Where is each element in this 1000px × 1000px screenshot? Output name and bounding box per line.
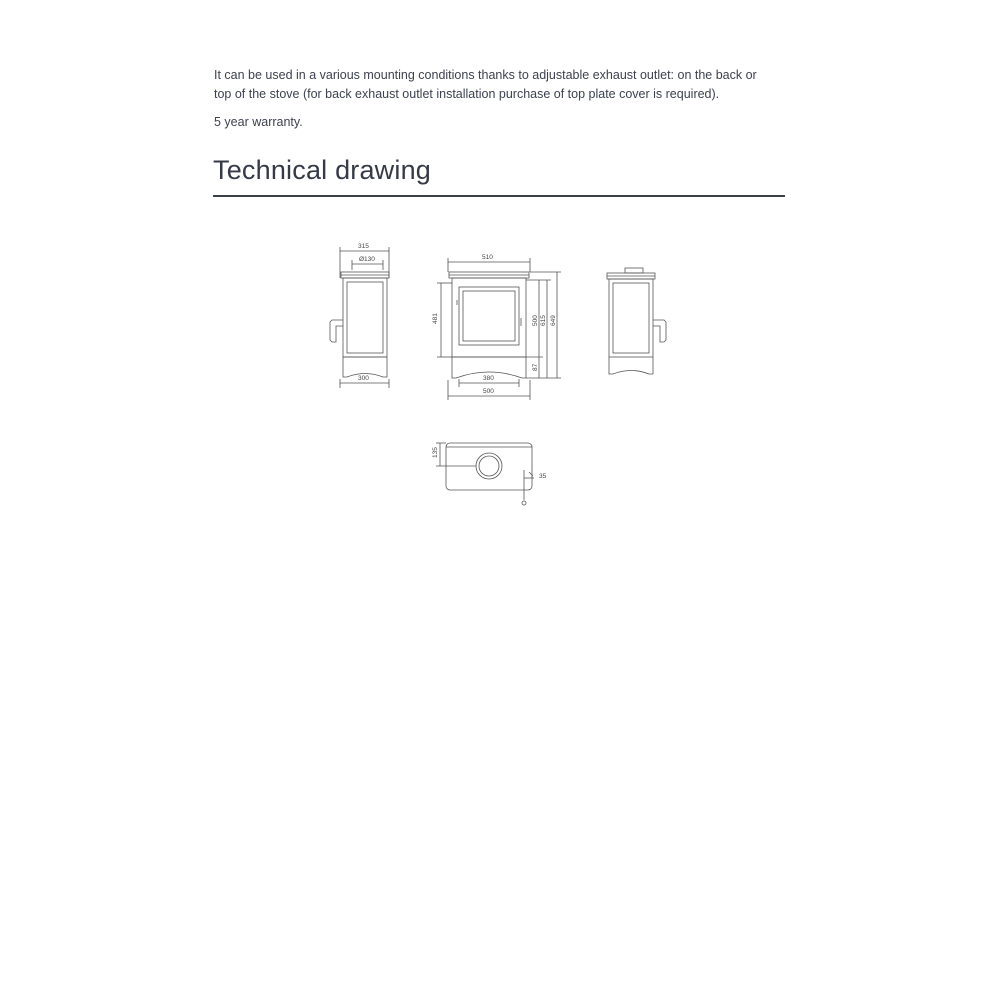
description-line-1: It can be used in a various mounting conditions thanks to adjustable exhaust outlet: on the back or — [214, 68, 757, 82]
front-view-drawing — [437, 258, 561, 400]
front-base-height-label: 87 — [532, 363, 539, 371]
front-top-width-label: 510 — [482, 254, 493, 261]
warranty-text: 5 year warranty. — [214, 115, 303, 129]
side-top-width-label: 315 — [358, 243, 369, 250]
rear-side-view-drawing — [607, 268, 666, 374]
front-base-width-label: 500 — [483, 388, 494, 395]
front-height-649-label: 649 — [550, 315, 557, 326]
top-offset-135-label: 135 — [432, 447, 439, 458]
top-view-drawing — [436, 443, 534, 505]
section-title: Technical drawing — [213, 155, 432, 185]
front-door-width-label: 380 — [483, 375, 494, 382]
front-height-500-label: 500 — [532, 315, 539, 326]
front-door-height-label: 481 — [432, 313, 439, 324]
side-base-width-label: 300 — [358, 375, 369, 382]
front-height-615-label: 615 — [540, 315, 547, 326]
description-line-2: top of the stove (for back exhaust outlet installation purchase of top plate cover is required). — [214, 87, 720, 101]
side-outlet-diameter-label: Ø130 — [359, 256, 375, 263]
side-view-drawing — [330, 247, 389, 388]
top-offset-35-label: 35 — [539, 473, 547, 480]
